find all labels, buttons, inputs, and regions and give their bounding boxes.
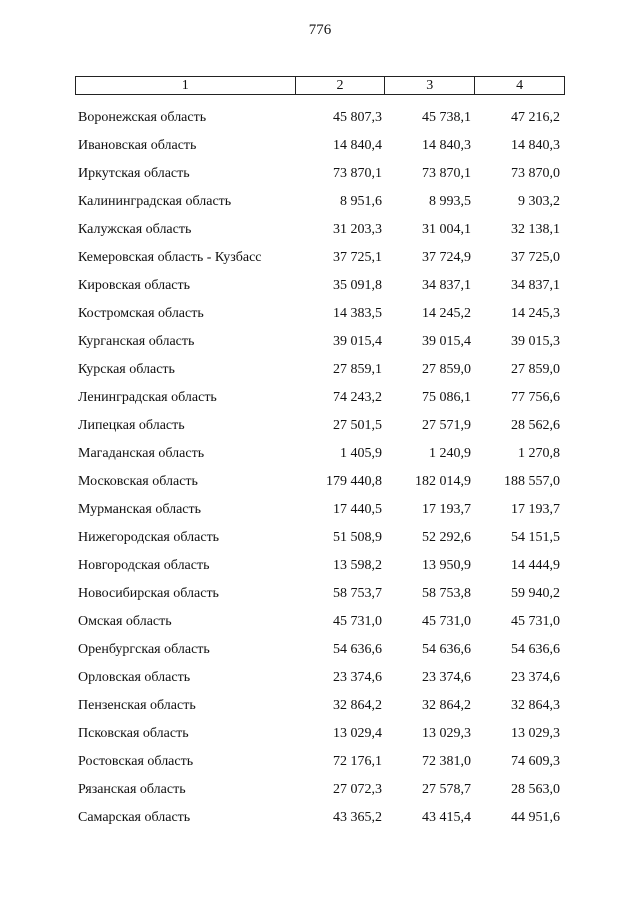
value-col-3: 13 029,3: [422, 726, 471, 741]
region-name: Иркутская область: [78, 166, 190, 181]
header-col-4: 4: [475, 77, 565, 95]
page-number: 776: [308, 22, 332, 38]
region-name: Рязанская область: [78, 782, 186, 797]
value-col-2: 45 731,0: [333, 614, 382, 629]
value-col-2: 43 365,2: [333, 810, 382, 825]
value-col-2: 31 203,3: [333, 222, 382, 237]
value-col-3: 73 870,1: [422, 166, 471, 181]
table-row: [75, 300, 565, 328]
table-row: [75, 608, 565, 636]
value-col-4: 9 303,2: [518, 194, 560, 209]
value-col-3: 75 086,1: [422, 390, 471, 405]
table-row: [75, 272, 565, 300]
value-col-3: 58 753,8: [422, 586, 471, 601]
value-col-2: 17 440,5: [333, 502, 382, 517]
region-name: Орловская область: [78, 670, 191, 685]
region-name: Нижегородская область: [78, 530, 220, 545]
value-col-3: 54 636,6: [422, 642, 471, 657]
table-row: [75, 440, 565, 468]
value-col-4: 37 725,0: [511, 250, 560, 265]
value-col-4: 45 731,0: [511, 614, 560, 629]
value-col-4: 14 840,3: [511, 138, 560, 153]
value-col-2: 37 725,1: [333, 250, 382, 265]
value-col-3: 32 864,2: [422, 698, 471, 713]
value-col-3: 27 571,9: [422, 418, 471, 433]
value-col-3: 45 731,0: [422, 614, 471, 629]
value-col-2: 13 029,4: [333, 726, 382, 741]
value-col-4: 13 029,3: [511, 726, 560, 741]
region-name: Самарская область: [78, 810, 191, 825]
table-row: [75, 468, 565, 496]
table-row: [75, 636, 565, 664]
value-col-2: 13 598,2: [333, 558, 382, 573]
region-name: Кемеровская область - Кузбасс: [78, 250, 262, 265]
region-name: Новгородская область: [78, 558, 210, 573]
region-name: Воронежская область: [78, 110, 207, 125]
value-col-2: 27 501,5: [333, 418, 382, 433]
value-col-3: 1 240,9: [429, 446, 471, 461]
value-col-2: 72 176,1: [333, 754, 382, 769]
value-col-2: 14 383,5: [333, 306, 382, 321]
region-name: Ленинградская область: [78, 390, 217, 405]
region-name: Ивановская область: [78, 138, 197, 153]
value-col-3: 23 374,6: [422, 670, 471, 685]
table-row: [75, 580, 565, 608]
value-col-3: 27 578,7: [422, 782, 471, 797]
value-col-3: 14 840,3: [422, 138, 471, 153]
value-col-4: 28 562,6: [511, 418, 560, 433]
region-name: Липецкая область: [78, 418, 185, 433]
region-name: Курганская область: [78, 334, 195, 349]
table-row: [75, 384, 565, 412]
value-col-4: 14 245,3: [511, 306, 560, 321]
value-col-2: 14 840,4: [333, 138, 382, 153]
region-name: Московская область: [78, 474, 198, 489]
header-col-3: 3: [385, 77, 475, 95]
value-col-3: 43 415,4: [422, 810, 471, 825]
value-col-2: 8 951,6: [340, 194, 382, 209]
value-col-4: 188 557,0: [504, 474, 560, 489]
value-col-2: 39 015,4: [333, 334, 382, 349]
table-row: [75, 216, 565, 244]
value-col-4: 34 837,1: [511, 278, 560, 293]
value-col-2: 35 091,8: [333, 278, 382, 293]
value-col-4: 27 859,0: [511, 362, 560, 377]
region-name: Новосибирская область: [78, 586, 219, 601]
region-name: Омская область: [78, 614, 172, 629]
table-row: [75, 160, 565, 188]
value-col-4: 1 270,8: [518, 446, 560, 461]
table-row: [75, 804, 565, 832]
value-col-2: 179 440,8: [326, 474, 382, 489]
region-name: Псковская область: [78, 726, 189, 741]
table-row: [75, 328, 565, 356]
table-row: [75, 244, 565, 272]
value-col-2: 27 072,3: [333, 782, 382, 797]
value-col-4: 17 193,7: [511, 502, 560, 517]
header-row: [76, 77, 565, 95]
table-header: [75, 76, 565, 95]
value-col-4: 47 216,2: [511, 110, 560, 125]
value-col-3: 39 015,4: [422, 334, 471, 349]
table-row: [75, 552, 565, 580]
value-col-4: 77 756,6: [511, 390, 560, 405]
value-col-3: 8 993,5: [429, 194, 471, 209]
header-col-1: 1: [76, 77, 296, 95]
table-row: [75, 356, 565, 384]
table-row: [75, 188, 565, 216]
region-name: Оренбургская область: [78, 642, 210, 657]
value-col-2: 58 753,7: [333, 586, 382, 601]
value-col-2: 32 864,2: [333, 698, 382, 713]
table-row: [75, 496, 565, 524]
region-name: Костромская область: [78, 306, 204, 321]
value-col-4: 54 151,5: [511, 530, 560, 545]
value-col-2: 23 374,6: [333, 670, 382, 685]
table-row: [75, 132, 565, 160]
region-name: Курская область: [78, 362, 175, 377]
value-col-4: 32 138,1: [511, 222, 560, 237]
table-row: [75, 664, 565, 692]
value-col-3: 27 859,0: [422, 362, 471, 377]
value-col-4: 23 374,6: [511, 670, 560, 685]
header-col-2: 2: [295, 77, 385, 95]
value-col-2: 1 405,9: [340, 446, 382, 461]
value-col-2: 45 807,3: [333, 110, 382, 125]
value-col-4: 74 609,3: [511, 754, 560, 769]
value-col-4: 73 870,0: [511, 166, 560, 181]
value-col-3: 45 738,1: [422, 110, 471, 125]
value-col-4: 59 940,2: [511, 586, 560, 601]
value-col-2: 74 243,2: [333, 390, 382, 405]
table-row: [75, 720, 565, 748]
table-row: [75, 748, 565, 776]
value-col-3: 14 245,2: [422, 306, 471, 321]
value-col-3: 72 381,0: [422, 754, 471, 769]
value-col-2: 27 859,1: [333, 362, 382, 377]
table-row: [75, 104, 565, 132]
value-col-2: 51 508,9: [333, 530, 382, 545]
value-col-4: 28 563,0: [511, 782, 560, 797]
region-name: Калининградская область: [78, 194, 232, 209]
value-col-3: 13 950,9: [422, 558, 471, 573]
value-col-3: 17 193,7: [422, 502, 471, 517]
value-col-4: 14 444,9: [511, 558, 560, 573]
value-col-4: 54 636,6: [511, 642, 560, 657]
region-name: Мурманская область: [78, 502, 202, 517]
region-name: Ростовская область: [78, 754, 194, 769]
table-body: [75, 104, 565, 832]
value-col-2: 73 870,1: [333, 166, 382, 181]
value-col-4: 39 015,3: [511, 334, 560, 349]
value-col-4: 32 864,3: [511, 698, 560, 713]
table-row: [75, 412, 565, 440]
table-row: [75, 776, 565, 804]
value-col-3: 37 724,9: [422, 250, 471, 265]
region-name: Кировская область: [78, 278, 191, 293]
region-name: Магаданская область: [78, 446, 205, 461]
value-col-3: 182 014,9: [415, 474, 471, 489]
value-col-3: 34 837,1: [422, 278, 471, 293]
table-row: [75, 524, 565, 552]
value-col-3: 31 004,1: [422, 222, 471, 237]
value-col-3: 52 292,6: [422, 530, 471, 545]
table-row: [75, 692, 565, 720]
region-name: Калужская область: [78, 222, 192, 237]
value-col-4: 44 951,6: [511, 810, 560, 825]
region-name: Пензенская область: [78, 698, 196, 713]
value-col-2: 54 636,6: [333, 642, 382, 657]
